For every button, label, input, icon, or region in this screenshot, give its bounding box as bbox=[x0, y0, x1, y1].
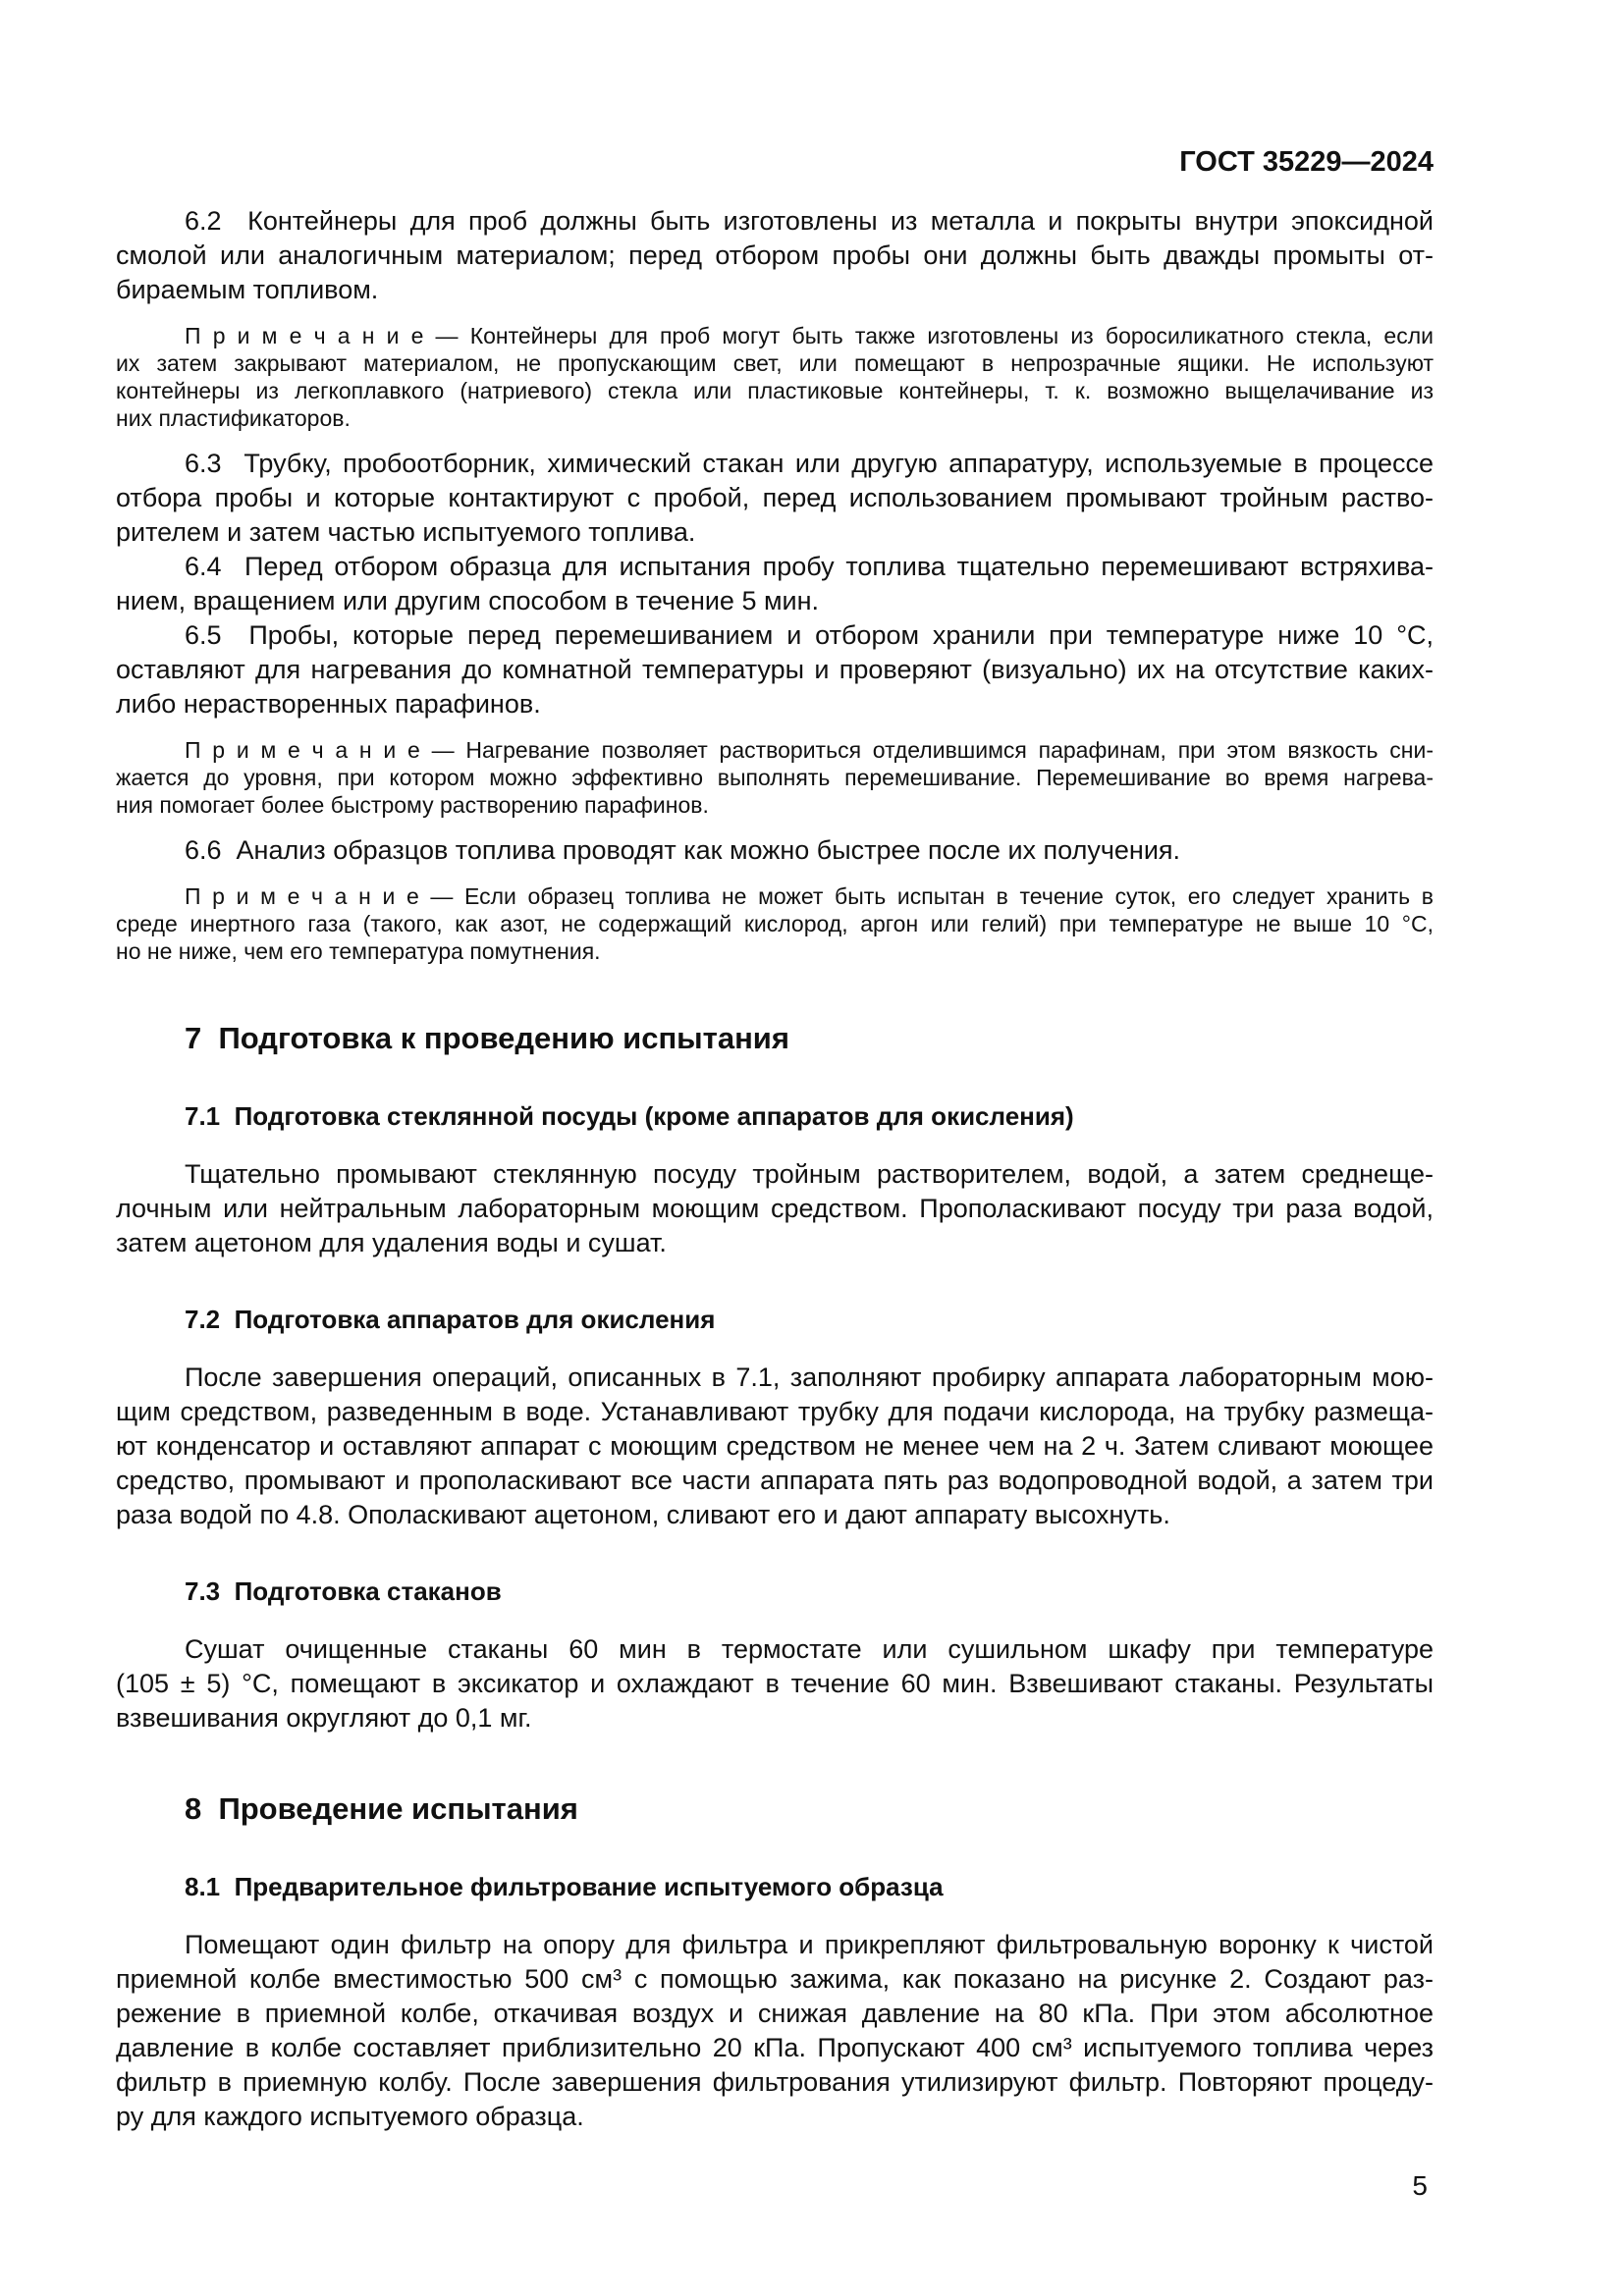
text-line: смолой или аналогичным материалом; перед отбором пробы они должны быть дважды промыты от- bbox=[116, 240, 1434, 270]
clause-6-4 bbox=[116, 550, 1434, 618]
note-after-6-2 bbox=[116, 322, 1434, 432]
document-body bbox=[116, 204, 1434, 2134]
text-line: затем ацетоном для удаления воды и сушат. bbox=[116, 1228, 667, 1257]
subsection-7-1-heading: 7.1 Подготовка стеклянной посуды (кроме аппаратов для окисления) bbox=[185, 1101, 1074, 1131]
text-line: щим средством, разведенным в воде. Устанавливают трубку для подачи кислорода, на трубку размеща- bbox=[116, 1397, 1434, 1426]
text-line: рителем и затем частью испытуемого топлива. bbox=[116, 517, 696, 547]
text-line: режение в приемной колбе, откачивая воздух и снижая давление на 80 кПа. При этом абсолютное bbox=[116, 1999, 1434, 2028]
text-line: (105 ± 5) °С, помещают в эксикатор и охлаждают в течение 60 мин. Взвешивают стаканы. Результаты bbox=[116, 1669, 1434, 1698]
text-line: После завершения операций, описанных в 7.1, заполняют пробирку аппарата лабораторным мою- bbox=[185, 1362, 1434, 1392]
section-7-heading: 7 Подготовка к проведению испытания bbox=[185, 1021, 789, 1055]
text-line: ют конденсатор и оставляют аппарат с моющим средством не менее чем на 2 ч. Затем сливают моющее bbox=[116, 1431, 1434, 1461]
standard-number-header: ГОСТ 35229—2024 bbox=[1179, 146, 1434, 178]
text-line: раза водой по 4.8. Ополаскивают ацетоном, сливают его и дают аппарату высохнуть. bbox=[116, 1500, 1170, 1529]
clause-6-6 bbox=[116, 833, 1434, 868]
subsection-7-2-heading: 7.2 Подготовка аппаратов для окисления bbox=[185, 1305, 716, 1334]
page-number: 5 bbox=[1412, 2170, 1428, 2201]
text-line: П р и м е ч а н и е — Нагревание позволяет раствориться отделившимся парафинам, при этом вязкость сни- bbox=[185, 737, 1434, 763]
text-line: жается до уровня, при котором можно эффективно выполнять перемешивание. Перемешивание во время нагрева- bbox=[116, 765, 1434, 790]
clause-7-1-text bbox=[116, 1157, 1434, 1260]
clause-7-2-text bbox=[116, 1361, 1434, 1532]
text-line: П р и м е ч а н и е — Контейнеры для проб могут быть также изготовлены из боросиликатного стекла, если bbox=[185, 323, 1434, 348]
text-line: ру для каждого испытуемого образца. bbox=[116, 2102, 584, 2131]
text-line: 6.5 Пробы, которые перед перемешиванием и отбором хранили при температуре ниже 10 °С, bbox=[185, 620, 1434, 650]
text-line: 6.2 Контейнеры для проб должны быть изготовлены из металла и покрыты внутри эпоксидной bbox=[185, 206, 1434, 236]
text-line: либо нерастворенных парафинов. bbox=[116, 689, 541, 719]
text-line: фильтр в приемную колбу. После завершения фильтрования утилизируют фильтр. Повторяют процеду- bbox=[116, 2067, 1434, 2097]
subsection-7-3-heading: 7.3 Подготовка стаканов bbox=[185, 1576, 502, 1606]
text-line: их затем закрывают материалом, не пропускающим свет, или помещают в непрозрачные ящики. Не используют bbox=[116, 350, 1434, 376]
text-line: среде инертного газа (такого, как азот, не содержащий кислород, аргон или гелий) при температуре не выше 10 °С, bbox=[116, 911, 1434, 936]
clause-6-2 bbox=[116, 204, 1434, 307]
text-line: приемной колбе вместимостью 500 см³ с помощью зажима, как показано на рисунке 2. Создают раз- bbox=[116, 1964, 1434, 1994]
clause-6-5 bbox=[116, 618, 1434, 721]
text-line: нием, вращением или другим способом в течение 5 мин. bbox=[116, 586, 820, 615]
clause-7-3-text bbox=[116, 1632, 1434, 1735]
text-line: 6.4 Перед отбором образца для испытания пробу топлива тщательно перемешивают встряхива- bbox=[185, 552, 1434, 581]
text-line: средство, промывают и прополаскивают все части аппарата пять раз водопроводной водой, а затем три bbox=[116, 1466, 1434, 1495]
text-line: Сушат очищенные стаканы 60 мин в термостате или сушильном шкафу при температуре bbox=[185, 1634, 1434, 1664]
text-line: лочным или нейтральным лабораторным моющим средством. Прополаскивают посуду три раза водой, bbox=[116, 1194, 1434, 1223]
note-after-6-6 bbox=[116, 882, 1434, 965]
text-line: Тщательно промывают стеклянную посуду тройным растворителем, водой, а затем среднеще- bbox=[185, 1159, 1434, 1189]
text-line: отбора пробы и которые контактируют с пробой, перед использованием промывают тройным раство- bbox=[116, 483, 1434, 512]
note-after-6-5 bbox=[116, 736, 1434, 819]
text-line: 6.6 Анализ образцов топлива проводят как можно быстрее после их получения. bbox=[185, 835, 1181, 865]
text-line: но не ниже, чем его температура помутнения. bbox=[116, 938, 601, 964]
text-line: них пластификаторов. bbox=[116, 405, 351, 431]
text-line: П р и м е ч а н и е — Если образец топлива не может быть испытан в течение суток, его следует хранить в bbox=[185, 883, 1434, 909]
text-line: взвешивания округляют до 0,1 мг. bbox=[116, 1703, 532, 1733]
text-line: 6.3 Трубку, пробоотборник, химический стакан или другую аппаратуру, используемые в процессе bbox=[185, 449, 1434, 478]
text-line: давление в колбе составляет приблизительно 20 кПа. Пропускают 400 см³ испытуемого топлива через bbox=[116, 2033, 1434, 2062]
text-line: оставляют для нагревания до комнатной температуры и проверяют (визуально) их на отсутствие каких- bbox=[116, 655, 1434, 684]
text-line: бираемым топливом. bbox=[116, 275, 379, 304]
text-line: ния помогает более быстрому растворению парафинов. bbox=[116, 792, 709, 818]
clause-6-3 bbox=[116, 447, 1434, 550]
subsection-8-1-heading: 8.1 Предварительное фильтрование испытуемого образца bbox=[185, 1872, 944, 1901]
text-line: Помещают один фильтр на опору для фильтра и прикрепляют фильтровальную воронку к чистой bbox=[185, 1930, 1434, 1959]
clause-8-1-text bbox=[116, 1928, 1434, 2134]
page-content bbox=[116, 145, 1434, 2203]
text-line: контейнеры из легкоплавкого (натриевого) стекла или пластиковые контейнеры, т. к. возможно выщелачивание из bbox=[116, 378, 1434, 403]
section-8-heading: 8 Проведение испытания bbox=[185, 1791, 578, 1826]
